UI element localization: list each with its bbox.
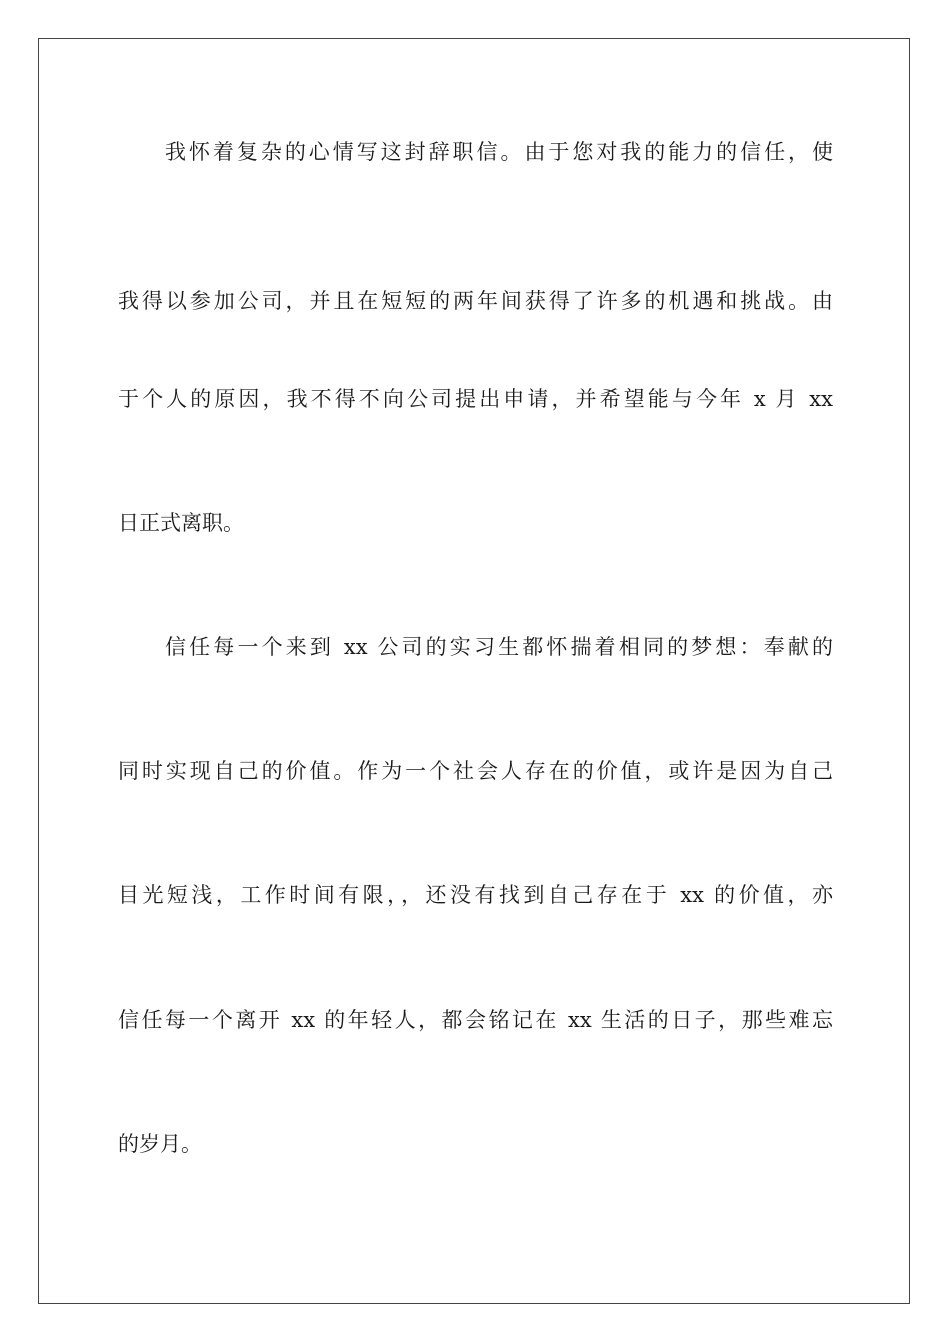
page-border — [38, 38, 910, 1304]
paragraph-2-line-1: 信任每一个来到 xx 公司的实习生都怀揣着相同的梦想：奉献的 — [165, 635, 833, 659]
paragraph-1-line-4: 日正式离职。 — [118, 511, 244, 535]
paragraph-1-line-3: 于个人的原因，我不得不向公司提出申请，并希望能与今年 x 月 xx — [118, 387, 833, 411]
paragraph-1-line-1: 我怀着复杂的心情写这封辞职信。由于您对我的能力的信任，使 — [165, 140, 833, 164]
paragraph-1-line-2: 我得以参加公司，并且在短短的两年间获得了许多的机遇和挑战。由 — [118, 289, 833, 313]
paragraph-2-line-4: 信任每一个离开 xx 的年轻人，都会铭记在 xx 生活的日子，那些难忘 — [118, 1008, 833, 1032]
paragraph-2-line-5: 的岁月。 — [118, 1132, 202, 1156]
paragraph-2-line-2: 同时实现自己的价值。作为一个社会人存在的价值，或许是因为自己 — [118, 759, 833, 783]
paragraph-2-line-3: 目光短浅，工作时间有限，，还没有找到自己存在于 xx 的价值，亦 — [118, 883, 833, 907]
